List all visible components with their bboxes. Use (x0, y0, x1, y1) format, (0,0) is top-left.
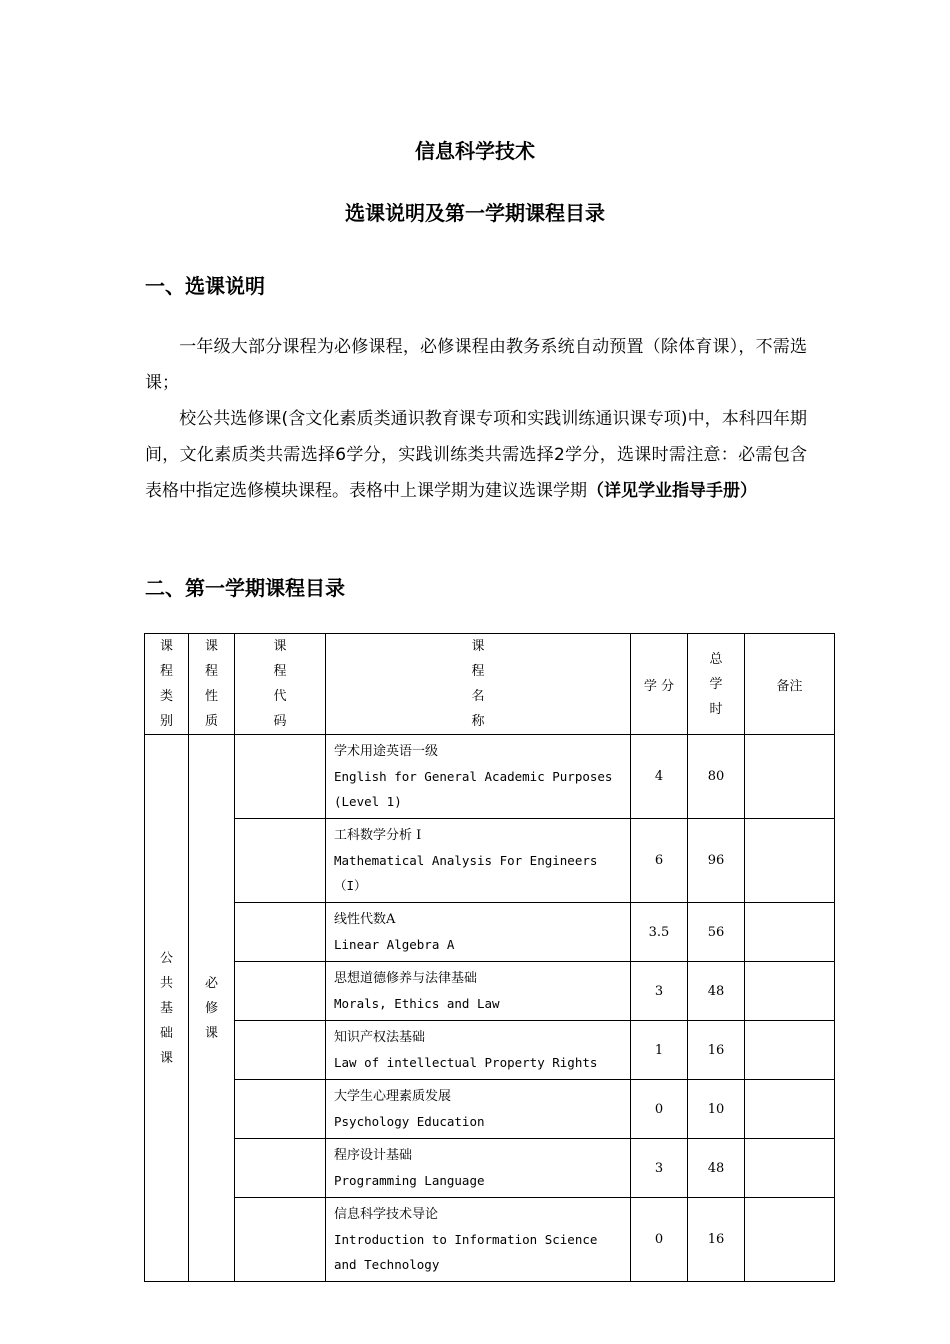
header-char: 程 (204, 664, 218, 679)
table-row (145, 819, 835, 903)
paragraph-electives (145, 401, 807, 509)
header-credit-text: 学 分 (643, 678, 675, 694)
hours-cell: 48 (688, 1139, 745, 1198)
table-row (145, 735, 835, 819)
credit-cell: 1 (631, 1021, 688, 1080)
course-name-cn: 大学生心理素质发展 (334, 1089, 452, 1104)
course-table (144, 633, 835, 1282)
document-title: 信息科学技术 (415, 139, 535, 163)
nature-char: 课 (204, 1025, 218, 1041)
course-name-en: Programming Language (334, 1173, 485, 1188)
table-row (145, 962, 835, 1021)
nature-char: 修 (204, 1000, 218, 1016)
nature-cell (189, 735, 235, 1282)
credit-cell: 3 (631, 1139, 688, 1198)
header-char: 称 (471, 714, 485, 729)
remark-cell (745, 1139, 835, 1198)
hours-cell: 80 (688, 735, 745, 819)
course-name-en: Introduction to Information Science and Technology (334, 1232, 598, 1272)
course-name-en: English for General Academic Purposes (Level 1) (334, 769, 613, 809)
header-char: 别 (159, 714, 173, 729)
credit-cell: 3.5 (631, 903, 688, 962)
header-remark-text: 备注 (776, 678, 803, 694)
remark-cell (745, 1021, 835, 1080)
header-char: 性 (204, 689, 218, 704)
header-char: 程 (273, 664, 287, 679)
name-cell (326, 819, 631, 903)
paragraph-required-courses (145, 329, 807, 401)
code-cell (235, 903, 326, 962)
code-cell (235, 819, 326, 903)
header-code (235, 634, 326, 735)
course-name-cn: 工科数学分析 I (334, 828, 422, 843)
course-name-en: Linear Algebra A (334, 937, 455, 952)
table-header-row (145, 634, 835, 735)
remark-cell (745, 903, 835, 962)
table-row (145, 1021, 835, 1080)
header-char: 课 (471, 639, 485, 654)
course-name-en: Morals, Ethics and Law (334, 996, 500, 1011)
hours-cell: 56 (688, 903, 745, 962)
category-char: 公 (159, 950, 173, 966)
course-name-cn: 信息科学技术导论 (334, 1207, 439, 1222)
table-row (145, 1139, 835, 1198)
code-cell (235, 1198, 326, 1282)
course-name-en: Mathematical Analysis For Engineers （I） (334, 853, 598, 893)
category-char: 基 (159, 1000, 173, 1016)
name-cell (326, 1139, 631, 1198)
credit-cell: 6 (631, 819, 688, 903)
name-cell (326, 1080, 631, 1139)
course-name-cn: 程序设计基础 (334, 1148, 413, 1163)
header-category (145, 634, 189, 735)
code-cell (235, 1139, 326, 1198)
table-row (145, 1080, 835, 1139)
header-char: 类 (159, 689, 173, 704)
header-char: 总 (709, 651, 723, 667)
credit-cell: 3 (631, 962, 688, 1021)
remark-cell (745, 1080, 835, 1139)
document-subtitle: 选课说明及第一学期课程目录 (345, 201, 605, 225)
name-cell (326, 903, 631, 962)
course-name-cn: 思想道德修养与法律基础 (334, 971, 478, 986)
remark-cell (745, 819, 835, 903)
course-name-en: Psychology Education (334, 1114, 485, 1129)
remark-cell (745, 735, 835, 819)
hours-cell: 16 (688, 1198, 745, 1282)
header-char: 学 (709, 676, 723, 692)
table-row (145, 1198, 835, 1282)
section-heading-course-catalog: 二、第一学期课程目录 (145, 576, 345, 600)
hours-cell: 10 (688, 1080, 745, 1139)
header-hours (688, 634, 745, 735)
credit-cell: 0 (631, 1080, 688, 1139)
course-name-cn: 学术用途英语一级 (334, 744, 439, 759)
code-cell (235, 735, 326, 819)
header-char: 课 (204, 639, 218, 654)
header-char: 名 (471, 689, 485, 704)
nature-char: 必 (204, 975, 218, 991)
header-remark (745, 634, 835, 735)
category-char: 础 (159, 1025, 173, 1041)
paragraph-required-courses-text: 一年级大部分课程为必修课程，必修课程由教务系统自动预置（除体育课），不需选课； (145, 337, 807, 393)
category-cell (145, 735, 189, 1282)
header-char: 课 (159, 639, 173, 654)
course-name-cn: 线性代数A (334, 912, 396, 927)
header-name (326, 634, 631, 735)
header-char: 质 (204, 714, 218, 729)
hours-cell: 48 (688, 962, 745, 1021)
code-cell (235, 1080, 326, 1139)
hours-cell: 16 (688, 1021, 745, 1080)
credit-cell: 0 (631, 1198, 688, 1282)
header-char: 程 (471, 664, 485, 679)
name-cell (326, 1198, 631, 1282)
header-char: 代 (273, 689, 287, 704)
name-cell (326, 735, 631, 819)
header-char: 程 (159, 664, 173, 679)
credit-cell: 4 (631, 735, 688, 819)
header-char: 码 (273, 714, 287, 729)
header-nature (189, 634, 235, 735)
section-heading-course-selection: 一、选课说明 (145, 274, 265, 298)
code-cell (235, 1021, 326, 1080)
header-char: 课 (273, 639, 287, 654)
course-name-en: Law of intellectual Property Rights (334, 1055, 598, 1070)
name-cell (326, 962, 631, 1021)
remark-cell (745, 962, 835, 1021)
paragraph-electives-text: 校公共选修课(含文化素质类通识教育课专项和实践训练通识课专项)中，本科四年期间，文化素质类共需选择6学分，实践训练类共需选择2学分，选课时需注意：必需包含表格中指定选修模块课程。表格中上课学期为建议选课学期 (145, 409, 807, 501)
code-cell (235, 962, 326, 1021)
table-row (145, 903, 835, 962)
header-credit (631, 634, 688, 735)
hours-cell: 96 (688, 819, 745, 903)
header-char: 时 (709, 701, 723, 717)
category-char: 课 (159, 1050, 173, 1066)
paragraph-electives-note: （详见学业指导手册） (587, 481, 757, 501)
category-char: 共 (159, 975, 173, 991)
course-name-cn: 知识产权法基础 (334, 1030, 426, 1045)
name-cell (326, 1021, 631, 1080)
remark-cell (745, 1198, 835, 1282)
